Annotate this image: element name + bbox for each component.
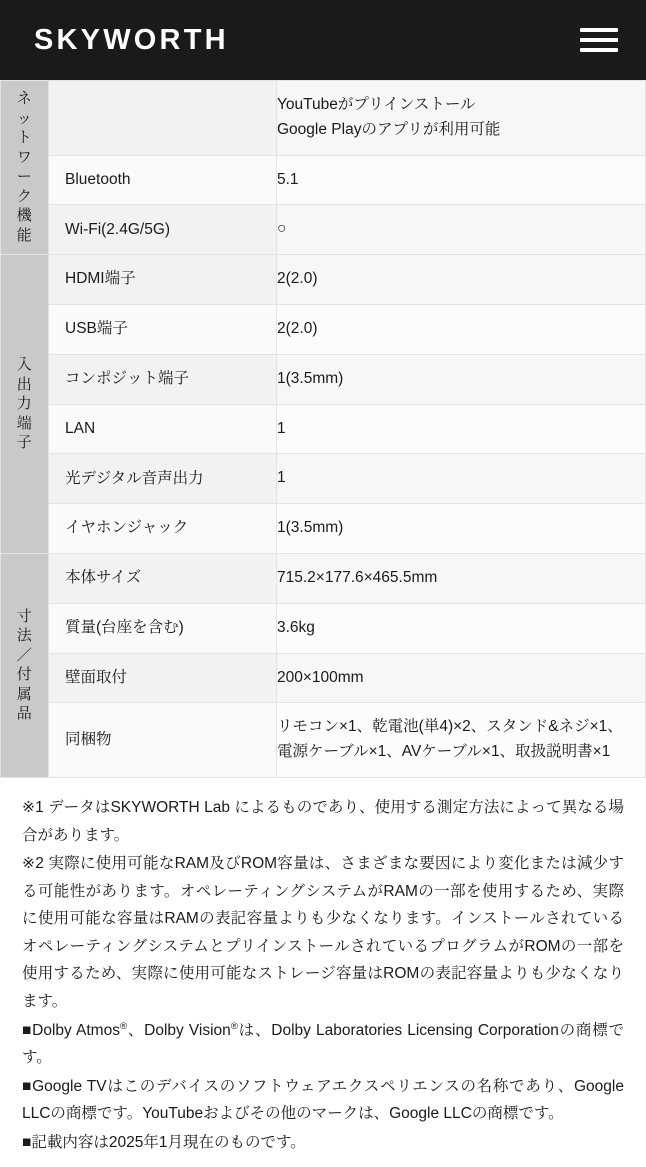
menu-bar-1 [580,28,618,32]
brand-logo[interactable]: SKYWORTH [34,23,229,56]
spec-item-value: ○ [277,205,646,255]
hamburger-menu-icon[interactable] [580,25,618,55]
spec-item-name: LAN [49,404,277,454]
footnote-text: ※1 データはSKYWORTH Lab によるものであり、使用する測定方法によって異なる場合があります。 [22,798,624,844]
specifications-table [0,80,646,778]
spec-item-value: 2(2.0) [277,304,646,354]
spec-category-label: 入出力端子 [1,255,49,554]
footnote-text: ■Dolby Atmos®、Dolby Vision®は、Dolby Laboratories Licensing Corporationの商標です。 [22,1020,624,1067]
spec-table-body [1,81,646,778]
table-row [1,504,646,554]
table-row [1,454,646,504]
spec-item-name: 同梱物 [49,703,277,778]
table-row [1,404,646,454]
menu-bar-3 [580,48,618,52]
footnote-text: ■記載内容は2025年1月現在のものです。 [22,1133,306,1151]
table-row [1,603,646,653]
table-row [1,304,646,354]
table-row [1,703,646,778]
spec-item-name [49,81,277,156]
footnote-text: ■Google TVはこのデバイスのソフトウェアエクスペリエンスの名称であり、Google LLCの商標です。YouTubeおよびその他のマークは、Google LLCの商標です。 [22,1077,624,1123]
spec-item-name: USB端子 [49,304,277,354]
spec-item-value: 1(3.5mm) [277,504,646,554]
spec-item-value: 1(3.5mm) [277,354,646,404]
table-row [1,205,646,255]
spec-category-label: ネットワーク機能 [1,81,49,255]
table-row [1,155,646,205]
menu-bar-2 [580,38,618,42]
spec-item-name: 本体サイズ [49,553,277,603]
table-row [1,255,646,305]
table-row [1,81,646,156]
spec-item-name: Wi-Fi(2.4G/5G) [49,205,277,255]
table-row [1,354,646,404]
spec-item-value: 200×100mm [277,653,646,703]
spec-item-name: Bluetooth [49,155,277,205]
spec-item-value: 715.2×177.6×465.5mm [277,553,646,603]
footnotes-section [0,778,646,1167]
table-row [1,653,646,703]
spec-item-value: 2(2.0) [277,255,646,305]
site-header [0,0,646,80]
spec-item-name: HDMI端子 [49,255,277,305]
spec-item-value: 1 [277,404,646,454]
spec-item-name: 光デジタル音声出力 [49,454,277,504]
spec-item-value: リモコン×1、乾電池(単4)×2、スタンド&ネジ×1、電源ケーブル×1、AVケーブル×1、取扱説明書×1 [277,703,646,778]
spec-item-value: YouTubeがプリインストール Google Playのアプリが利用可能 [277,81,646,156]
spec-item-name: イヤホンジャック [49,504,277,554]
spec-item-name: 質量(台座を含む) [49,603,277,653]
spec-item-name: コンポジット端子 [49,354,277,404]
footnote-text: ※2 実際に使用可能なRAM及びROM容量は、さまざまな要因により変化または減少する可能性があります。オペレーティングシステムがRAMの一部を使用するため、実際に使用可能な容量はRAMの表記容量よりも少なくなります。インストールされているオペレーティングシステムとプリインストールされているプログラムがROMの一部を使用するため、実際に使用可能なストレージ容量はROMの表記容量よりも少なくなります。 [22,855,624,1010]
spec-item-value: 1 [277,454,646,504]
spec-item-name: 壁面取付 [49,653,277,703]
table-row [1,553,646,603]
spec-category-label: 寸法／付属品 [1,553,49,777]
spec-item-value: 3.6kg [277,603,646,653]
spec-item-value: 5.1 [277,155,646,205]
